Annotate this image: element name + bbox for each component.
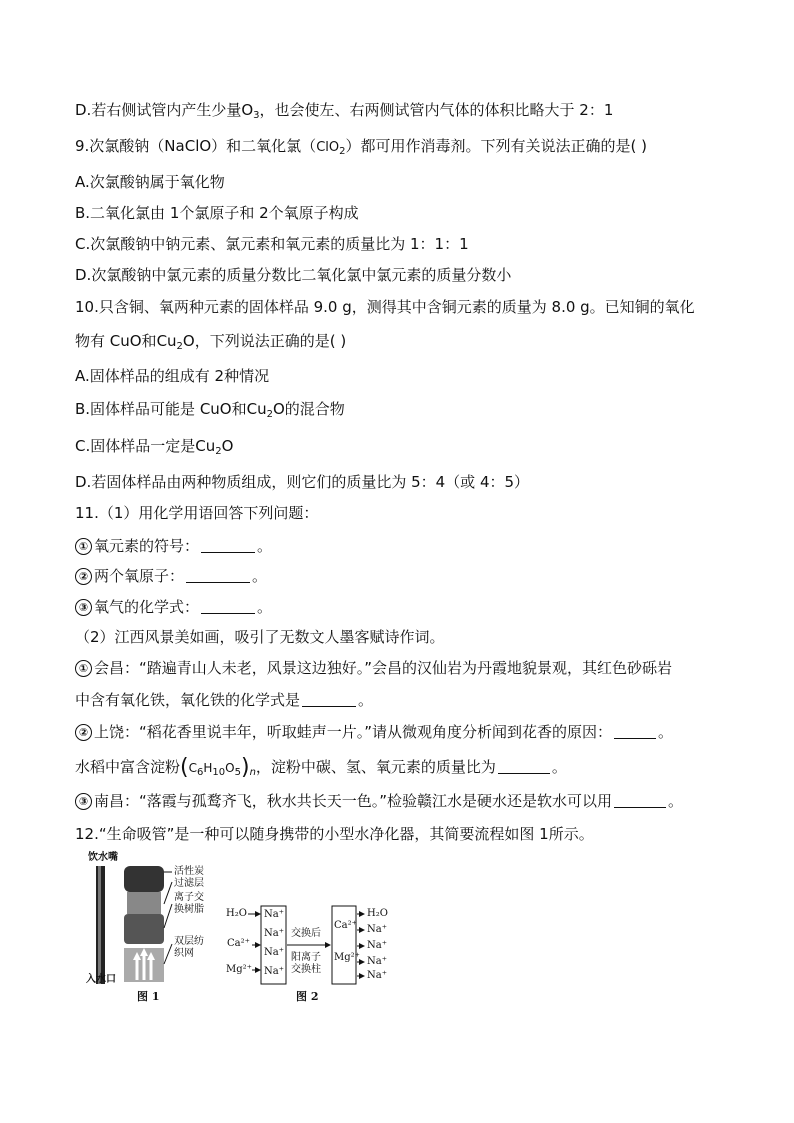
q9-stem: 9.次氯酸钠（NaClO）和二氧化氯（ClO$_2$）都可用作消毒剂。下列有关说法正确的是( ) [75, 137, 647, 157]
figure-1-straw: 饮水嘴 活性炭 过滤层 离子交 换树脂 双层纺 织网 入水口 [82, 852, 232, 1002]
q11-item-2: 两个氧原子： 。 [94, 567, 268, 585]
q10-stem-2: 物有 CuO和$Cu_2O$，下列说法正确的是( ) [75, 332, 347, 352]
figure-1-caption: 图 1 [137, 990, 160, 1003]
q11-shangrao-2: 水稻中富含淀粉$(C_6H_{10}O_5)_n$，淀粉中碳、氢、氧元素的质量比为 。 [75, 755, 567, 780]
starch-formula: $(C_6H_{10}O_5)_n$ [180, 755, 256, 780]
q11-item-1: 氧元素的符号： 。 [94, 537, 273, 555]
answer-blank[interactable] [614, 724, 656, 739]
q11-nanchang: 南昌：“落霞与孤鹜齐飞，秋水共长天一色。”检验赣江水是硬水还是软水可以用 。 [94, 792, 684, 810]
answer-blank[interactable] [498, 759, 550, 774]
q10-option-a: A.固体样品的组成有 2种情况 [75, 367, 270, 385]
circled-number-3: ③ [75, 599, 92, 616]
q10-option-b: B.固体样品可能是 CuO和$Cu_2O$的混合物 [75, 400, 345, 420]
q11-part2: （2）江西风景美如画，吸引了无数文人墨客赋诗作词。 [75, 628, 445, 646]
q10-stem-1: 10.只含铜、氧两种元素的固体样品 9.0 g，测得其中含铜元素的质量为 8.0 g。已知铜的氧化 [75, 298, 695, 316]
answer-blank[interactable] [186, 568, 250, 583]
q11-huichang-1: 会昌：“踏遍青山人未老，风景这边独好。”会昌的汉仙岩为丹霞地貌景观，其红色砂砾岩 [94, 659, 673, 677]
q9-option-b: B.二氧化氯由 1个氯原子和 2个氧原子构成 [75, 204, 359, 222]
answer-blank[interactable] [201, 599, 255, 614]
figure-2-ion-exchange: H₂O Ca²⁺ Mg²⁺ Na⁺ Na⁺ Na⁺ Na⁺ 交换后 阳离子 交换柱 Ca²⁺ Mg²⁺ H₂O Na⁺ Na⁺ Na⁺ Na⁺ [226, 900, 396, 988]
answer-blank[interactable] [201, 538, 255, 553]
circled-number-2: ② [75, 724, 92, 741]
q9-option-a: A.次氯酸钠属于氧化物 [75, 173, 225, 191]
q11-huichang-2: 中含有氧化铁，氧化铁的化学式是 。 [75, 691, 374, 709]
q9-option-c: C.次氯酸钠中钠元素、氯元素和氧元素的质量比为 1：1：1 [75, 235, 469, 253]
answer-blank[interactable] [302, 692, 356, 707]
q11-shangrao-1: 上饶：“稻花香里说丰年，听取蛙声一片。”请从微观角度分析闻到花香的原因： 。 [94, 723, 674, 741]
q10-option-d: D.若固体样品由两种物质组成，则它们的质量比为 5：4（或 4：5） [75, 473, 530, 491]
q11-item-3: 氧气的化学式： 。 [94, 598, 273, 616]
q11-part1: 11.（1）用化学用语回答下列问题： [75, 504, 319, 522]
answer-blank[interactable] [614, 793, 666, 808]
circled-number-2: ② [75, 568, 92, 585]
q8-option-d: D.若右侧试管内产生少量$O_3$，也会使左、右两侧试管内气体的体积比略大于 2：1 [75, 101, 614, 121]
q12-stem: 12.“生命吸管”是一种可以随身携带的小型水净化器，其简要流程如图 1所示。 [75, 825, 594, 843]
cu2o-formula: $Cu_2O$ [156, 332, 195, 352]
q10-option-c: C.固体样品一定是$Cu_2O$ [75, 437, 234, 457]
figure-2-caption: 图 2 [296, 990, 319, 1003]
circled-number-1: ① [75, 538, 92, 555]
q9-option-d: D.次氯酸钠中氯元素的质量分数比二氧化氯中氯元素的质量分数小 [75, 266, 512, 284]
circled-number-1: ① [75, 660, 92, 677]
circled-number-3: ③ [75, 793, 92, 810]
